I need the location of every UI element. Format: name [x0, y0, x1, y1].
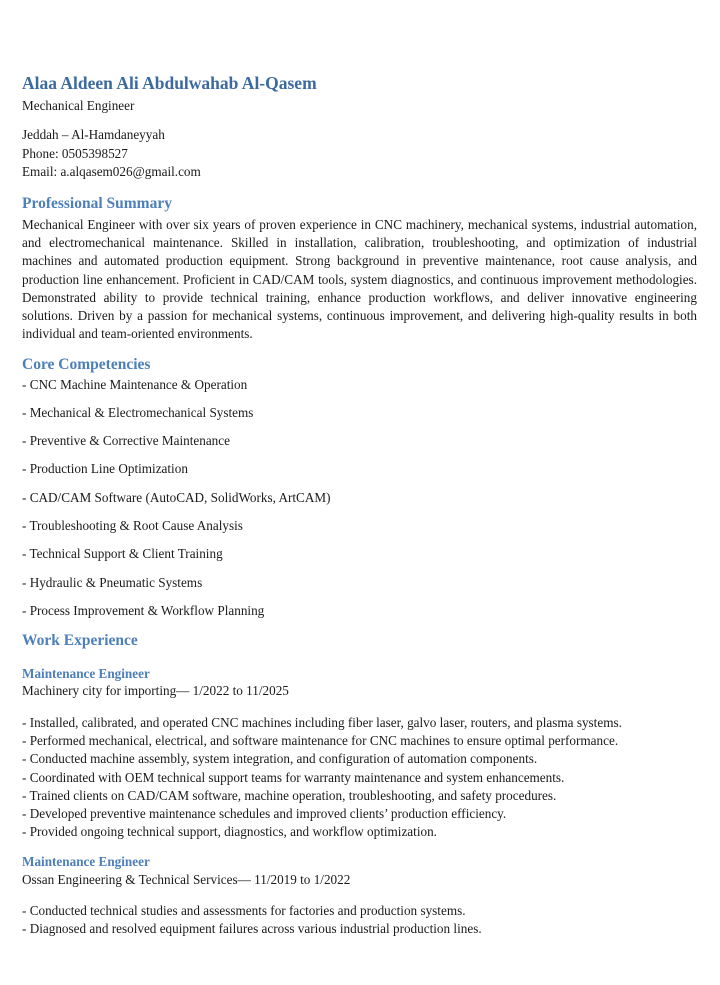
competency-item: - Troubleshooting & Root Cause Analysis — [22, 518, 243, 533]
phone: Phone: 0505398527 — [22, 146, 128, 161]
job-bullets-2 — [22, 902, 482, 938]
summary-text: Mechanical Engineer with over six years of proven experience in CNC machinery, mechanical systems, industrial automation, and electromechanical maintenance. Skilled in installation, calibration, troubleshooting, and optimization of industrial machines and automated production equipment. Strong background in preventive maintenance, root cause analysis, and production line enhancement. Proficient in CAD/CAM tools, system diagnostics, and continuous improvement methodologies. Demonstrated ability to provide technical training, enhance production workflows, and deliver innovative engineering solutions. Driven by a passion for mechanical systems, continuous improvement, and delivering high-quality results in both individual and team-oriented environments. — [22, 217, 697, 342]
job-bullets-1 — [22, 714, 622, 841]
location: Jeddah – Al-Hamdaneyyah — [22, 127, 165, 142]
competencies-heading: Core Competencies — [22, 356, 151, 373]
job-bullet: - Performed mechanical, electrical, and software maintenance for CNC machines to ensure optimal performance. — [22, 733, 619, 749]
job-title: Mechanical Engineer — [22, 98, 135, 113]
job-bullet: - Installed, calibrated, and operated CNC machines including fiber laser, galvo laser, routers, and plasma systems. — [22, 715, 622, 730]
job-bullet: - Conducted machine assembly, system integration, and configuration of automation components. — [22, 751, 538, 767]
experience-heading: Work Experience — [22, 632, 138, 649]
competency-item: - Process Improvement & Workflow Planning — [22, 603, 265, 618]
job-bullet: - Developed preventive maintenance schedules and improved clients’ production efficiency. — [22, 806, 507, 822]
candidate-name: Alaa Aldeen Ali Abdulwahab Al-Qasem — [22, 73, 317, 93]
competency-item: - Mechanical & Electromechanical Systems — [22, 405, 254, 420]
job-company-1: Machinery city for importing— 1/2022 to 11/2025 — [22, 683, 289, 698]
job-title-1: Maintenance Engineer — [22, 666, 150, 681]
job-company-2: Ossan Engineering & Technical Services— 11/2019 to 1/2022 — [22, 872, 351, 887]
job-bullet: - Diagnosed and resolved equipment failures across various industrial production lines. — [22, 921, 482, 937]
competency-item: - Preventive & Corrective Maintenance — [22, 433, 230, 448]
summary-heading: Professional Summary — [22, 195, 172, 212]
job-bullet: - Conducted technical studies and assessments for factories and production systems. — [22, 903, 466, 918]
job-bullet: - Coordinated with OEM technical support teams for warranty maintenance and system enhancements. — [22, 769, 565, 785]
job-bullet: - Trained clients on CAD/CAM software, machine operation, troubleshooting, and safety procedures. — [22, 787, 557, 803]
email: Email: a.alqasem026@gmail.com — [22, 164, 201, 179]
competency-item: - Technical Support & Client Training — [22, 546, 223, 561]
competency-item: - CNC Machine Maintenance & Operation — [22, 377, 248, 392]
competency-item: - Production Line Optimization — [22, 461, 188, 476]
job-title-2: Maintenance Engineer — [22, 854, 150, 869]
competency-item: - CAD/CAM Software (AutoCAD, SolidWorks, ArtCAM) — [22, 490, 331, 505]
job-bullet: - Provided ongoing technical support, diagnostics, and workflow optimization. — [22, 824, 437, 840]
competency-item: - Hydraulic & Pneumatic Systems — [22, 575, 203, 590]
